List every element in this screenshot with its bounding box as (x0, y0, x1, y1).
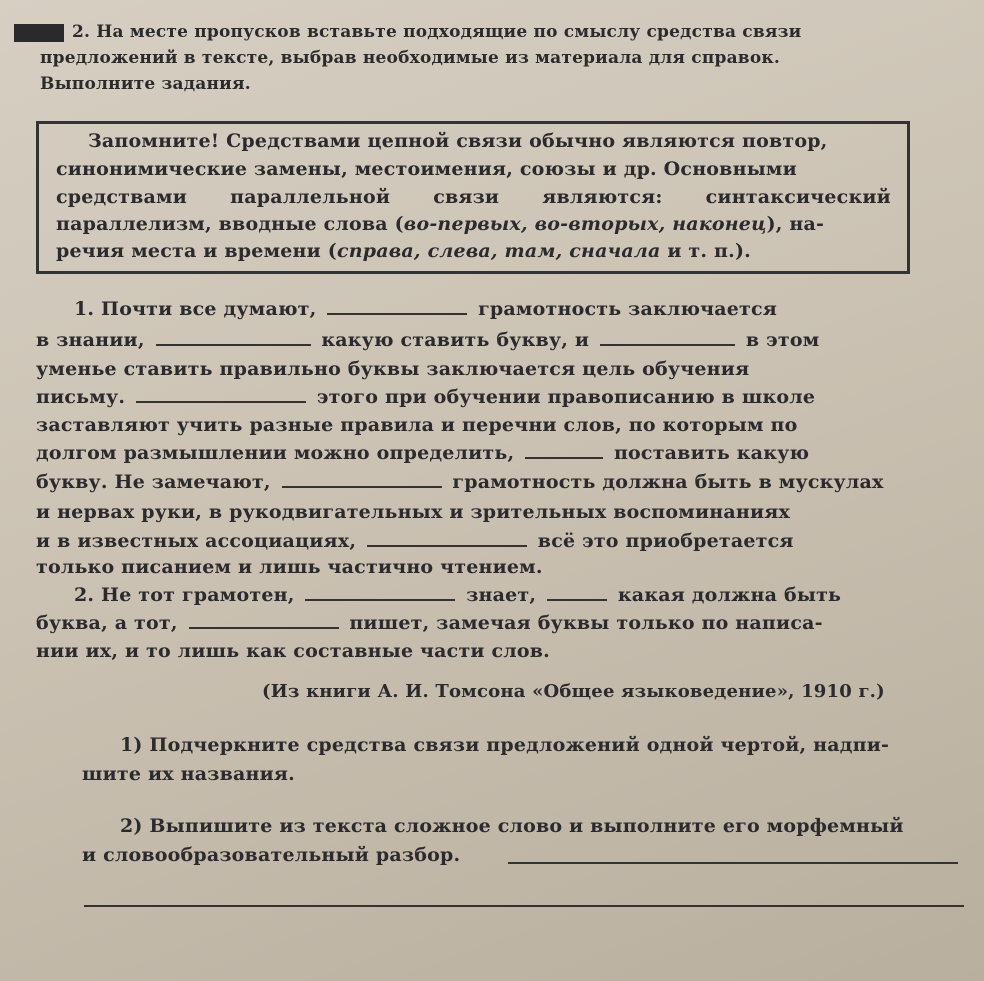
p2-l1-c: какая должна быть (617, 584, 842, 606)
answer-line-2[interactable] (84, 905, 964, 907)
p1-line-4 (36, 386, 815, 408)
p1-line-10: только писанием и лишь частично чтением. (36, 556, 543, 578)
blank-4[interactable] (136, 400, 306, 403)
source-citation: (Из книги А. И. Томсона «Общее языковедение», 1910 г.) (262, 681, 885, 702)
p1-l7-a: букву. Не замечают, (36, 471, 271, 493)
task-header-line-1: 2. На месте пропусков вставьте подходящие по смыслу средства связи (72, 22, 802, 42)
rule-word-parallel: параллельной (230, 186, 391, 208)
p1-line-9 (36, 530, 794, 552)
rule-line-3 (56, 186, 891, 208)
p1-l9-a: и в известных ассоциациях, (36, 530, 357, 552)
p1-l4-b: этого при обучении правописанию в школе (316, 386, 816, 408)
rule-line-5 (56, 240, 751, 262)
p2-l1-a: 2. Не тот грамотен, (74, 584, 295, 606)
blank-6[interactable] (282, 485, 442, 488)
question-1-line-2: шите их названия. (82, 763, 295, 785)
p1-l9-b: всё это приобретается (537, 530, 794, 552)
rule-line-4 (56, 213, 824, 235)
p1-line-6 (36, 442, 809, 464)
p1-l7-b: грамотность должна быть в мускулах (452, 471, 884, 493)
p2-line-1 (74, 584, 841, 606)
blank-5[interactable] (525, 456, 603, 459)
p1-l1-a: 1. Почти все думают, (74, 298, 317, 320)
p1-l2-c: в этом (745, 329, 820, 351)
blank-10[interactable] (189, 626, 339, 629)
p1-l2-b: какую ставить букву, и (321, 329, 590, 351)
p2-line-2 (36, 612, 823, 634)
p2-line-3: нии их, и то лишь как составные части слов. (36, 640, 550, 662)
p1-l2-a: в знании, (36, 329, 145, 351)
rule-line-5-b: и т. п.). (667, 240, 751, 262)
rule-line-4-b: ), на- (766, 213, 825, 235)
p1-l4-a: письму. (36, 386, 126, 408)
question-2-line-2: и словообразовательный разбор. (82, 844, 461, 866)
rule-word-sredstvami: средствами (56, 186, 188, 208)
blank-2[interactable] (156, 343, 311, 346)
blank-1[interactable] (327, 312, 467, 315)
rule-bold-intro: Запомните! Средствами цепной связи (88, 130, 523, 152)
p2-l1-b: знает, (466, 584, 537, 606)
rule-word-svyazi: связи (433, 186, 500, 208)
blank-9[interactable] (547, 598, 607, 601)
rule-line-5-a: речия места и времени ( (56, 240, 337, 262)
task-header-line-2: предложений в тексте, выбрав необходимые из материала для справок. (40, 48, 780, 68)
task-header-line-3: Выполните задания. (40, 74, 251, 94)
rule-line-4-a: параллелизм, вводные слова ( (56, 213, 404, 235)
rule-line-4-italic: во-первых, во-вторых, наконец (403, 213, 767, 235)
exercise-marker (14, 24, 64, 42)
rule-line-2: синонимические замены, местоимения, союзы и др. Основными (56, 158, 797, 180)
p1-line-8: и нервах руки, в рукодвигательных и зрительных воспоминаниях (36, 501, 791, 523)
rule-word-yavlyayutsya: являются: (542, 186, 663, 208)
question-1-line-1: 1) Подчеркните средства связи предложений одной чертой, надпи- (120, 734, 890, 756)
p1-l1-b: грамотность заключается (478, 298, 778, 320)
answer-line-1[interactable] (508, 862, 958, 864)
rule-line-1 (88, 130, 828, 152)
p1-l6-b: поставить какую (613, 442, 810, 464)
blank-7[interactable] (367, 544, 527, 547)
rule-line-5-italic: справа, слева, там, сначала (336, 240, 661, 262)
p1-line-2 (36, 329, 819, 351)
question-2-line-1: 2) Выпишите из текста сложное слово и выполните его морфемный (120, 815, 904, 837)
p2-l2-b: пишет, замечая буквы только по написа- (349, 612, 823, 634)
p1-line-1 (74, 298, 777, 320)
blank-3[interactable] (600, 343, 735, 346)
rule-line-1-rest: обычно являются повтор, (529, 130, 828, 152)
p1-l6-a: долгом размышлении можно определить, (36, 442, 515, 464)
p1-line-3: уменье ставить правильно буквы заключается цель обучения (36, 358, 750, 380)
p2-l2-a: буква, а тот, (36, 612, 178, 634)
blank-8[interactable] (305, 598, 455, 601)
p1-line-5: заставляют учить разные правила и перечни слов, по которым по (36, 414, 798, 436)
p1-line-7 (36, 471, 884, 493)
rule-word-sintaks: синтаксический (705, 186, 891, 208)
